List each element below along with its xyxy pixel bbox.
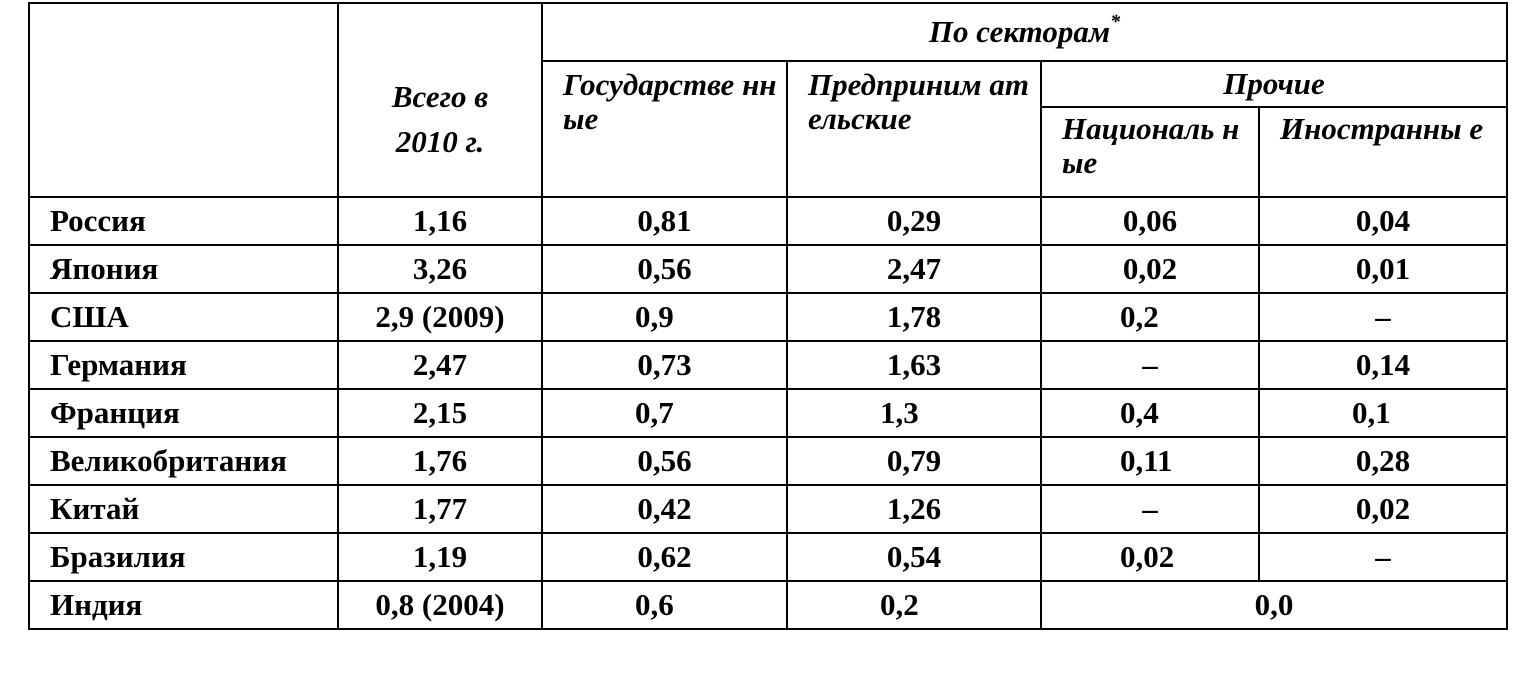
header-national bbox=[1041, 107, 1259, 197]
total-cell: 1,16 bbox=[338, 197, 542, 245]
country-cell: Китай bbox=[29, 485, 338, 533]
bus-cell: 1,26 bbox=[787, 485, 1041, 533]
gov-cell: 0,56 bbox=[542, 245, 787, 293]
nat-cell: – bbox=[1041, 485, 1259, 533]
nat-cell: 0,02 bbox=[1041, 533, 1259, 581]
gov-cell: 0,62 bbox=[542, 533, 787, 581]
for-cell: 0,01 bbox=[1259, 245, 1507, 293]
gov-cell: 0,9 bbox=[542, 293, 787, 341]
nat-cell: 0,11 bbox=[1041, 437, 1259, 485]
table-row bbox=[29, 197, 1507, 245]
header-other-label: Прочие bbox=[1223, 65, 1325, 101]
country-cell: Бразилия bbox=[29, 533, 338, 581]
for-cell: 0,04 bbox=[1259, 197, 1507, 245]
header-national-label: Националь ные bbox=[1062, 111, 1240, 181]
corner-cell bbox=[29, 3, 338, 197]
nat-cell: 0,4 bbox=[1041, 389, 1259, 437]
total-cell: 1,76 bbox=[338, 437, 542, 485]
gov-cell: 0,73 bbox=[542, 341, 787, 389]
header-by-sector-label: По секторам bbox=[928, 13, 1111, 49]
country-cell: Франция bbox=[29, 389, 338, 437]
total-cell: 1,19 bbox=[338, 533, 542, 581]
country-cell: США bbox=[29, 293, 338, 341]
nat-cell: 0,06 bbox=[1041, 197, 1259, 245]
header-business bbox=[787, 61, 1041, 197]
table-row bbox=[29, 485, 1507, 533]
bus-cell: 0,54 bbox=[787, 533, 1041, 581]
gov-cell: 0,56 bbox=[542, 437, 787, 485]
rd-spending-table bbox=[28, 2, 1508, 630]
table-row bbox=[29, 293, 1507, 341]
header-foreign-label: Иностранны е bbox=[1280, 111, 1484, 146]
country-cell: Великобритания bbox=[29, 437, 338, 485]
bus-cell: 2,47 bbox=[787, 245, 1041, 293]
country-cell: Япония bbox=[29, 245, 338, 293]
total-cell: 2,15 bbox=[338, 389, 542, 437]
gov-cell: 0,42 bbox=[542, 485, 787, 533]
header-business-label: Предприним ательские bbox=[808, 67, 1030, 137]
table-row bbox=[29, 581, 1507, 629]
nat-cell: 0,2 bbox=[1041, 293, 1259, 341]
gov-cell: 0,6 bbox=[542, 581, 787, 629]
table-row bbox=[29, 533, 1507, 581]
table-row bbox=[29, 389, 1507, 437]
country-cell: Россия bbox=[29, 197, 338, 245]
total-cell: 2,9 (2009) bbox=[338, 293, 542, 341]
gov-cell: 0,7 bbox=[542, 389, 787, 437]
for-cell: – bbox=[1259, 533, 1507, 581]
bus-cell: 1,63 bbox=[787, 341, 1041, 389]
header-total bbox=[338, 3, 542, 197]
other-combined-cell: 0,0 bbox=[1041, 581, 1507, 629]
total-cell: 1,77 bbox=[338, 485, 542, 533]
total-cell: 3,26 bbox=[338, 245, 542, 293]
header-total-label: Всего в 2010 г. bbox=[391, 79, 489, 159]
nat-cell: – bbox=[1041, 341, 1259, 389]
total-cell: 2,47 bbox=[338, 341, 542, 389]
bus-cell: 0,79 bbox=[787, 437, 1041, 485]
footnote-mark: * bbox=[1110, 10, 1121, 33]
nat-cell: 0,02 bbox=[1041, 245, 1259, 293]
gov-cell: 0,81 bbox=[542, 197, 787, 245]
table-row bbox=[29, 437, 1507, 485]
header-foreign bbox=[1259, 107, 1507, 197]
header-other bbox=[1041, 61, 1507, 107]
for-cell: 0,02 bbox=[1259, 485, 1507, 533]
for-cell: 0,14 bbox=[1259, 341, 1507, 389]
bus-cell: 0,29 bbox=[787, 197, 1041, 245]
table-row bbox=[29, 341, 1507, 389]
table-row bbox=[29, 245, 1507, 293]
total-cell: 0,8 (2004) bbox=[338, 581, 542, 629]
bus-cell: 1,78 bbox=[787, 293, 1041, 341]
for-cell: 0,1 bbox=[1259, 389, 1507, 437]
for-cell: 0,28 bbox=[1259, 437, 1507, 485]
header-government bbox=[542, 61, 787, 197]
bus-cell: 1,3 bbox=[787, 389, 1041, 437]
for-cell: – bbox=[1259, 293, 1507, 341]
bus-cell: 0,2 bbox=[787, 581, 1041, 629]
header-government-label: Государстве нные bbox=[563, 67, 777, 137]
country-cell: Германия bbox=[29, 341, 338, 389]
header-by-sector bbox=[542, 3, 1507, 61]
country-cell: Индия bbox=[29, 581, 338, 629]
